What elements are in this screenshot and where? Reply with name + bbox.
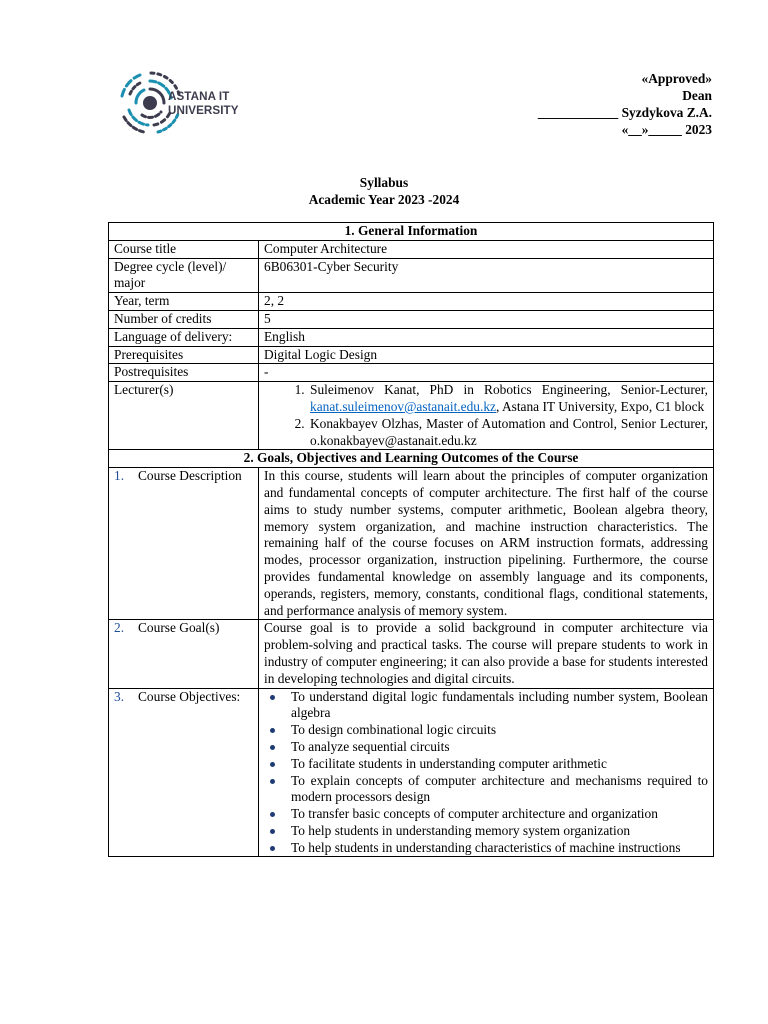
- logo-line1: ASTANA IT: [168, 90, 230, 103]
- lecturer1-email-link[interactable]: kanat.suleimenov@astanait.edu.kz: [310, 398, 496, 414]
- row-number: 3.: [114, 688, 125, 704]
- language-value: English: [259, 328, 714, 346]
- row-number: 1.: [114, 468, 125, 484]
- dean-label: Dean: [682, 88, 712, 103]
- table-row: [109, 382, 714, 450]
- lecturer1-affiliation: , Astana IT University, Expo, C1 block: [495, 398, 705, 414]
- course-description-label-cell: [109, 468, 259, 620]
- approved-label: «Approved»: [641, 71, 712, 86]
- objective-item: To help students in understanding memory system organization: [291, 823, 708, 840]
- logo-wordmark: [168, 90, 239, 118]
- table-row: [109, 328, 714, 346]
- objective-item: To explain concepts of computer architecture and mechanisms required to modern processors design: [291, 772, 708, 805]
- page-title: [0, 174, 768, 208]
- credits-value: 5: [259, 310, 714, 328]
- course-title-label: Course title: [109, 240, 259, 258]
- credits-label: Number of credits: [109, 310, 259, 328]
- prerequisites-label: Prerequisites: [109, 346, 259, 364]
- objectives-list: [264, 689, 708, 857]
- section-heading-row: [109, 450, 714, 468]
- course-objectives-label: Course Objectives:: [138, 688, 241, 704]
- lecturers-label: Lecturer(s): [109, 382, 259, 450]
- course-objectives-cell: [259, 688, 714, 857]
- postrequisites-label: Postrequisites: [109, 364, 259, 382]
- course-description-label: Course Description: [138, 468, 242, 484]
- table-row: [109, 293, 714, 311]
- table-row: [109, 468, 714, 620]
- table-row: [109, 346, 714, 364]
- table-row: [109, 240, 714, 258]
- objective-item: To help students in understanding characteristics of machine instructions: [291, 840, 708, 857]
- section-heading-row: [109, 223, 714, 241]
- approval-block: [538, 70, 712, 138]
- table-row: [109, 258, 714, 293]
- lecturer1-text: Suleimenov Kanat, PhD in Robotics Engineering, Senior-Lecturer,: [310, 382, 708, 398]
- course-goal-text: Course goal is to provide a solid background in computer architecture via problem-solving and practical tasks. The course will prepare students to work in industry of computer engineering; it can also provide a base for students interested in developing technologies and digital circuits.: [259, 620, 714, 688]
- lecturer-item: [308, 382, 708, 416]
- objective-item: To design combinational logic circuits: [291, 722, 708, 739]
- objective-item: To facilitate students in understanding computer arithmetic: [291, 756, 708, 773]
- year-term-value: 2, 2: [259, 293, 714, 311]
- lecturer-item: 2. Konakbayev Olzhas, Master of Automation and Control, Senior Lecturer, o.konakbayev@astanait.edu.kz: [308, 416, 708, 450]
- degree-value: 6B06301-Cyber Security: [259, 258, 714, 293]
- syllabus-table: [108, 222, 714, 857]
- language-label: Language of delivery:: [109, 328, 259, 346]
- general-info-heading: 1. General Information: [109, 223, 714, 241]
- course-description-text: In this course, students will learn about the principles of computer organization and fundamental concepts of computer architecture. The first half of the course aims to study number systems, computer arithmetic, Boolean algebra theory, memory system organization, and machine instruction characteristics. The remaining half of the course focuses on ARM instruction formats, addressing modes, processor organization, instruction pipelining. Furthermore, the course provides fundamental knowledge on assembly language and its components, operands, registers, memory, constants, conditional flags, conditional statements, and performance analysis of memory system.: [259, 468, 714, 620]
- lecturers-value: [259, 382, 714, 450]
- objective-item: To understand digital logic fundamentals including number system, Boolean algebra: [291, 688, 708, 721]
- year-term-label: Year, term: [109, 293, 259, 311]
- objective-item: To analyze sequential circuits: [291, 739, 708, 756]
- course-goal-label-cell: [109, 620, 259, 688]
- title-syllabus: Syllabus: [359, 175, 409, 190]
- course-title-value: Computer Architecture: [259, 240, 714, 258]
- postrequisites-value: -: [259, 364, 714, 382]
- table-row: [109, 310, 714, 328]
- date-line: «__»_____ 2023: [621, 122, 712, 137]
- logo-core: [143, 96, 157, 110]
- logo-line2: UNIVERSITY: [168, 104, 239, 117]
- prerequisites-value: Digital Logic Design: [259, 346, 714, 364]
- title-academic-year: Academic Year 2023 -2024: [308, 192, 460, 207]
- degree-label: Degree cycle (level)/ major: [109, 258, 259, 293]
- goals-heading: 2. Goals, Objectives and Learning Outcomes of the Course: [109, 450, 714, 468]
- lecturers-list: [264, 382, 708, 449]
- row-number: 2.: [114, 620, 125, 636]
- table-row: [109, 364, 714, 382]
- signature-line: ____________ Syzdykova Z.A.: [537, 105, 712, 120]
- table-row: [109, 688, 714, 857]
- course-goal-label: Course Goal(s): [138, 620, 220, 636]
- objective-item: To transfer basic concepts of computer architecture and organization: [291, 806, 708, 823]
- course-objectives-label-cell: [109, 688, 259, 857]
- table-row: [109, 620, 714, 688]
